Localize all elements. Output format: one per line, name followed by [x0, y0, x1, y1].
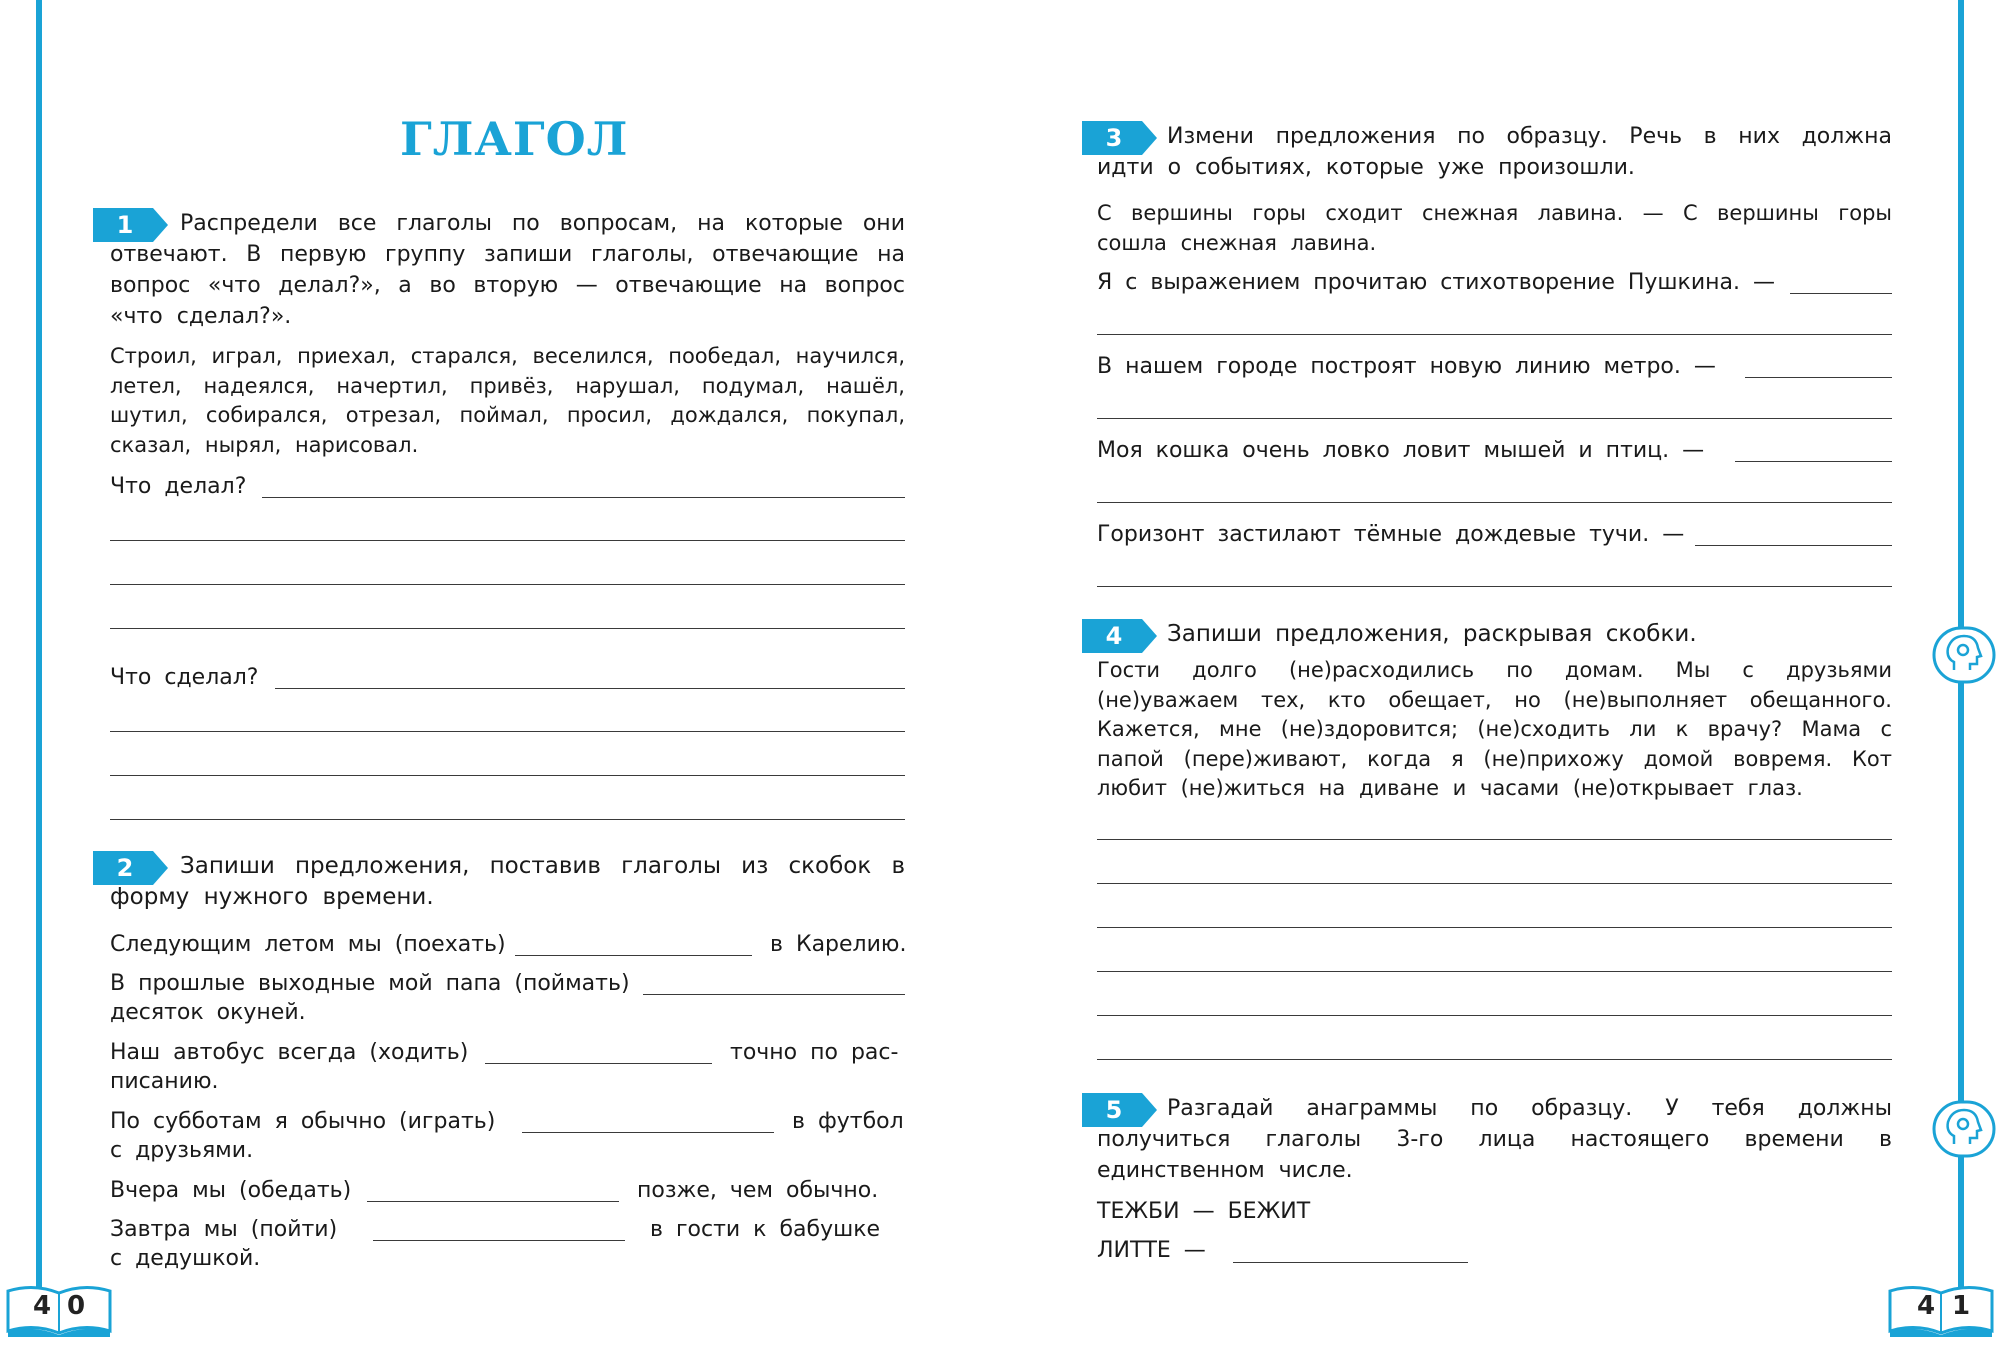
answer-line[interactable]: [1097, 839, 1892, 840]
answer-line[interactable]: [1735, 461, 1892, 462]
sentence-1-end: в Карелию.: [770, 932, 907, 957]
task4-instruction: Запиши предложения, раскрывая скобки.: [1167, 621, 1697, 647]
sentence-6-end: в гости к бабушке: [650, 1217, 881, 1242]
answer-line[interactable]: [485, 1063, 712, 1064]
sentence-6-cont: с дедушкой.: [110, 1246, 261, 1271]
answer-line[interactable]: [110, 819, 905, 820]
answer-line[interactable]: [275, 688, 905, 689]
head-gear-icon: [1932, 626, 1996, 684]
question-what-done: Что сделал?: [110, 665, 259, 690]
answer-line[interactable]: [1233, 1262, 1468, 1263]
sentence-5-start: Вчера мы (обедать): [110, 1178, 352, 1203]
sentence-4-start: По субботам я обычно (играть): [110, 1109, 496, 1134]
answer-line[interactable]: [1097, 334, 1892, 335]
answer-line[interactable]: [1745, 377, 1892, 378]
sentence-5-end: позже, чем обычно.: [637, 1178, 879, 1203]
task3-instruction: Измени предложения по образцу. Речь в них должна идти о событиях, которые уже произошли.: [1097, 124, 1892, 180]
sentence-2-start: В прошлые выходные мой папа (поймать): [110, 971, 630, 996]
answer-line[interactable]: [1097, 586, 1892, 587]
page-number-badge: [4, 1283, 114, 1339]
answer-line[interactable]: [1097, 502, 1892, 503]
task3-example: С вершины горы сходит снежная лавина. — С вершины горы сошла снежная лавина.: [1097, 201, 1892, 255]
page-number-digit: 4: [1917, 1291, 1936, 1321]
task3-sentence-3: Моя кошка очень ловко ловит мышей и птиц. —: [1097, 438, 1705, 463]
task1-instruction: Распредели все глаголы по вопросам, на которые они отвечают. В первую группу запиши глаголы, отвечающие на вопрос «что делал?», а во вторую — отвечающие на вопрос «что сделал?».: [110, 211, 905, 329]
page-number-digit: 4: [33, 1291, 52, 1321]
answer-line[interactable]: [1097, 418, 1892, 419]
answer-line[interactable]: [1695, 545, 1892, 546]
answer-line[interactable]: [1097, 1015, 1892, 1016]
task3-sentence-4: Горизонт застилают тёмные дождевые тучи. —: [1097, 522, 1685, 547]
sentence-4-cont: с друзьями.: [110, 1138, 254, 1163]
task-number-badge: [1082, 619, 1157, 653]
answer-line[interactable]: [1097, 927, 1892, 928]
sentence-3-start: Наш автобус всегда (ходить): [110, 1040, 469, 1065]
answer-line[interactable]: [515, 955, 752, 956]
answer-line[interactable]: [1097, 1059, 1892, 1060]
answer-line[interactable]: [110, 775, 905, 776]
answer-line[interactable]: [522, 1132, 774, 1133]
task4-text: Гости долго (не)расходились по домам. Мы с друзьями (не)уважаем тех, кто обещает, но (не)выполняет обещанного. Кажется, мне (не)здоровится; (не)сходить ли к врачу? Мама с папой (пере)живают, когда я (не)прихожу домой вовремя. Кот любит (не)житься на диване и часами (не)открывает глаз.: [1097, 658, 1892, 800]
sentence-1-start: Следующим летом мы (поехать): [110, 932, 506, 957]
answer-line[interactable]: [110, 540, 905, 541]
answer-line[interactable]: [110, 584, 905, 585]
answer-line[interactable]: [1790, 293, 1892, 294]
answer-line[interactable]: [367, 1201, 619, 1202]
answer-line[interactable]: [110, 731, 905, 732]
answer-line[interactable]: [1097, 971, 1892, 972]
task1-word-list: Строил, играл, приехал, старался, веселился, пообедал, научился, летел, надеялся, начертил, привёз, нарушал, подумал, нашёл, шутил, собирался, отрезал, поймал, просил, дождался, покупал, сказал, нырял, нарисовал.: [110, 344, 905, 457]
page-title: ГЛАГОЛ: [400, 112, 629, 166]
head-gear-icon: [1932, 1100, 1996, 1158]
sentence-2-end: десяток окуней.: [110, 1000, 306, 1025]
answer-line[interactable]: [262, 497, 905, 498]
question-what-did: Что делал?: [110, 474, 247, 499]
open-book-icon: [4, 1283, 114, 1339]
answer-line[interactable]: [373, 1240, 625, 1241]
task-number: 3: [1105, 124, 1123, 152]
answer-line[interactable]: [110, 628, 905, 629]
task3-sentence-1: Я с выражением прочитаю стихотворение Пушкина. —: [1097, 270, 1775, 295]
task-number: 2: [116, 854, 134, 882]
task3-sentence-2: В нашем городе построят новую линию метро. —: [1097, 354, 1716, 379]
page-number-digit: 1: [1952, 1291, 1971, 1321]
task2-instruction: Запиши предложения, поставив глаголы из скобок в форму нужного времени.: [110, 853, 905, 910]
task5-instruction: Разгадай анаграммы по образцу. У тебя должны получиться глаголы 3-го лица настоящего времени в единственном числе.: [1097, 1096, 1892, 1183]
task-number: 1: [116, 211, 134, 239]
task-number: 5: [1105, 1096, 1123, 1124]
left-page-border: [36, 0, 42, 1300]
page-number-digit: 0: [67, 1291, 86, 1321]
page-number-badge: [1886, 1283, 1996, 1339]
answer-line[interactable]: [643, 994, 905, 995]
sentence-6-start: Завтра мы (пойти): [110, 1217, 338, 1242]
task5-example: ТЕЖБИ — БЕЖИТ: [1097, 1199, 1311, 1224]
open-book-icon: [1886, 1283, 1996, 1339]
answer-line[interactable]: [1097, 883, 1892, 884]
sentence-3-cont: писанию.: [110, 1069, 219, 1094]
sentence-4-end: в футбол: [792, 1109, 904, 1134]
sentence-3-end: точно по рас-: [730, 1040, 899, 1065]
task5-item: ЛИТТЕ —: [1097, 1238, 1206, 1263]
task-number: 4: [1105, 622, 1123, 650]
